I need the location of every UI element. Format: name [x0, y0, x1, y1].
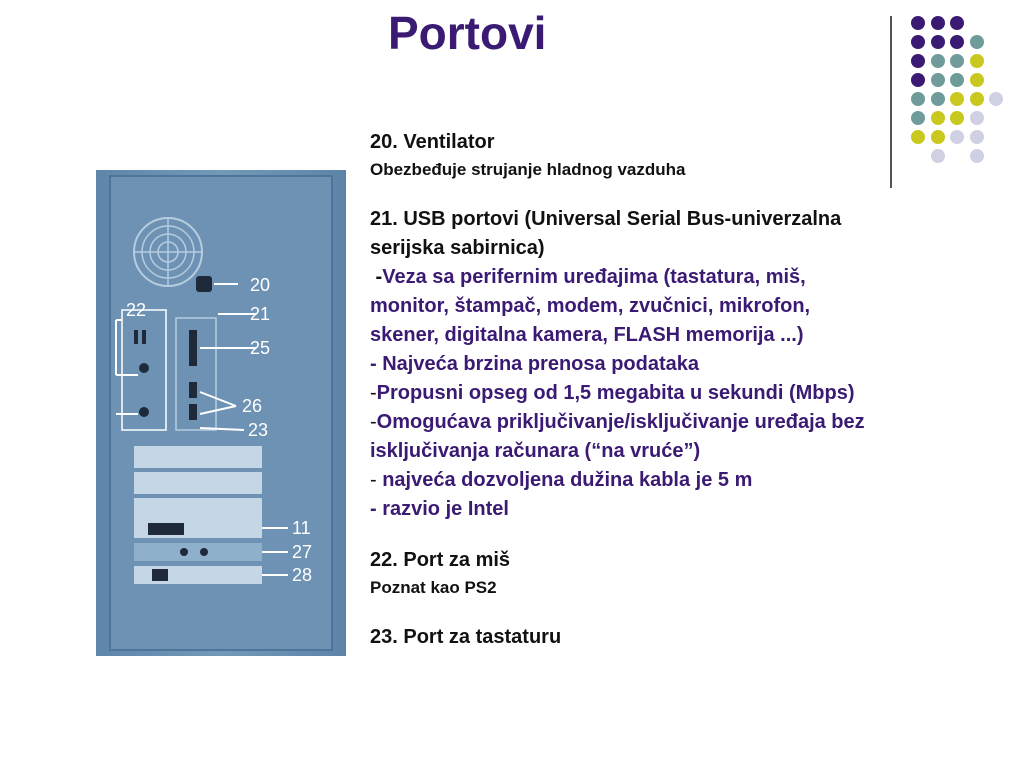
fan-icon: [134, 218, 202, 286]
callout-22: 22: [126, 300, 147, 320]
bullet-2: - Najveća brzina prenosa podataka: [370, 353, 700, 375]
callout-21: 21: [250, 304, 271, 324]
bullet-6: - razvio je Intel: [370, 498, 509, 520]
computer-back-panel-image: [96, 170, 346, 656]
callout-28: 28: [292, 565, 313, 585]
section-22-subtitle: Poznat kao PS2: [370, 578, 497, 597]
section-20-heading: 20. Ventilator: [370, 131, 495, 153]
callout-27: 27: [292, 542, 313, 562]
bullet-1-line3: skener, digitalna kamera, FLASH memorija ...): [370, 324, 804, 346]
callout-23: 23: [248, 420, 269, 440]
section-21-heading-line1: 21. USB portovi (Universal Serial Bus-univerzalna: [370, 208, 842, 230]
callout-25: 25: [250, 338, 271, 358]
bullet-4-line1: -Omogućava priključivanje/isključivanje uređaja bez: [370, 411, 865, 433]
section-21-heading-line2: serijska sabirnica): [370, 237, 545, 259]
bullet-1-line2: monitor, štampač, modem, zvučnici, mikrofon,: [370, 295, 811, 317]
section-20-subtitle: Obezbeđuje strujanje hladnog vazduha: [370, 160, 686, 179]
callout-20: 20: [250, 275, 271, 295]
section-22-heading: 22. Port za miš: [370, 549, 511, 571]
section-23-heading: 23. Port za tastaturu: [370, 626, 562, 648]
slide-title: Portovi: [388, 7, 547, 59]
bullet-1-line1: -Veza sa perifernim uređajima (tastatura, miš,: [370, 266, 806, 288]
callout-11: 11: [292, 518, 311, 538]
callout-26: 26: [242, 396, 263, 416]
bullet-4-line2: isključivanja računara (“na vruće”): [370, 440, 701, 462]
bullet-3: -Propusni opseg od 1,5 megabita u sekundi (Mbps): [370, 382, 855, 404]
bullet-5: - najveća dozvoljena dužina kabla je 5 m: [370, 469, 753, 491]
slide-content: [370, 128, 1015, 652]
